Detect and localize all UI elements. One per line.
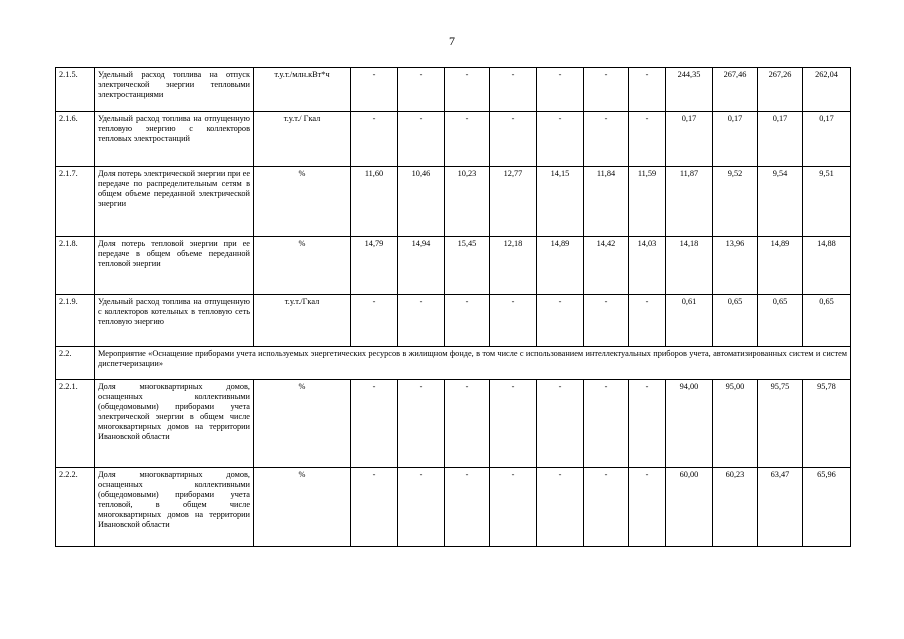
row-number: 2.1.9. <box>56 295 95 347</box>
value-cell: 12,77 <box>490 167 537 237</box>
indicator-name: Доля потерь электрической энергии при ее передаче по распределительным сетям в общем объеме переданной электрической энергии <box>95 167 254 237</box>
row-number: 2.1.8. <box>56 237 95 295</box>
value-cell: 9,52 <box>713 167 758 237</box>
value-cell: - <box>537 68 584 112</box>
value-cell: 95,75 <box>758 380 803 468</box>
value-cell: - <box>537 380 584 468</box>
value-cell: 11,87 <box>666 167 713 237</box>
value-cell: - <box>629 295 666 347</box>
value-cell: 95,78 <box>803 380 851 468</box>
value-cell: 13,96 <box>713 237 758 295</box>
value-cell: 14,88 <box>803 237 851 295</box>
unit-cell: % <box>254 167 351 237</box>
indicator-name: Удельный расход топлива на отпуск электрической энергии тепловыми электростанциями <box>95 68 254 112</box>
value-cell: 244,35 <box>666 68 713 112</box>
indicator-name: Доля многоквартирных домов, оснащенных коллективными (общедомовыми) приборами учета электрической энергии в общем числе многоквартирных домов на территории Ивановской области <box>95 380 254 468</box>
value-cell: 63,47 <box>758 468 803 547</box>
indicator-name: Удельный расход топлива на отпущенную тепловую энергию с коллекторов тепловых электростанций <box>95 112 254 167</box>
value-cell: 0,65 <box>803 295 851 347</box>
value-cell: - <box>629 380 666 468</box>
value-cell: - <box>445 468 490 547</box>
value-cell: 0,17 <box>666 112 713 167</box>
unit-cell: % <box>254 380 351 468</box>
unit-cell: % <box>254 468 351 547</box>
section-number: 2.2. <box>56 347 95 380</box>
value-cell: - <box>584 468 629 547</box>
value-cell: - <box>445 380 490 468</box>
value-cell: 0,17 <box>758 112 803 167</box>
value-cell: 11,84 <box>584 167 629 237</box>
value-cell: - <box>537 112 584 167</box>
value-cell: 262,04 <box>803 68 851 112</box>
value-cell: 9,54 <box>758 167 803 237</box>
value-cell: - <box>351 295 398 347</box>
value-cell: - <box>351 112 398 167</box>
value-cell: - <box>490 295 537 347</box>
indicator-name: Удельный расход топлива на отпущенную с коллекторов котельных в тепловую сеть тепловую энергию <box>95 295 254 347</box>
value-cell: 60,23 <box>713 468 758 547</box>
value-cell: - <box>398 468 445 547</box>
value-cell: 95,00 <box>713 380 758 468</box>
value-cell: 94,00 <box>666 380 713 468</box>
row-number: 2.1.6. <box>56 112 95 167</box>
value-cell: 14,89 <box>758 237 803 295</box>
value-cell: - <box>490 112 537 167</box>
value-cell: - <box>537 468 584 547</box>
value-cell: 11,59 <box>629 167 666 237</box>
value-cell: 10,23 <box>445 167 490 237</box>
table-row <box>56 167 851 237</box>
value-cell: - <box>351 380 398 468</box>
value-cell: - <box>584 295 629 347</box>
value-cell: - <box>629 68 666 112</box>
value-cell: - <box>445 295 490 347</box>
indicator-name: Доля многоквартирных домов, оснащенных коллективными (общедомовыми) приборами учета тепловой, в общем числе многоквартирных домов на территории Ивановской области <box>95 468 254 547</box>
row-number: 2.1.5. <box>56 68 95 112</box>
unit-cell: т.у.т./млн.кВт*ч <box>254 68 351 112</box>
value-cell: - <box>584 380 629 468</box>
value-cell: 14,79 <box>351 237 398 295</box>
value-cell: 267,26 <box>758 68 803 112</box>
value-cell: - <box>629 112 666 167</box>
value-cell: 14,15 <box>537 167 584 237</box>
value-cell: - <box>398 380 445 468</box>
value-cell: 0,65 <box>713 295 758 347</box>
table-row <box>56 380 851 468</box>
value-cell: 14,94 <box>398 237 445 295</box>
value-cell: - <box>398 112 445 167</box>
unit-cell: т.у.т./ Гкал <box>254 112 351 167</box>
value-cell: - <box>584 112 629 167</box>
value-cell: 9,51 <box>803 167 851 237</box>
table-row <box>56 468 851 547</box>
value-cell: 0,65 <box>758 295 803 347</box>
section-title: Мероприятие «Оснащение приборами учета используемых энергетических ресурсов в жилищном фонде, в том числе с использованием интеллектуальных приборов учета, автоматизированных систем и систем диспетчеризации» <box>95 347 851 380</box>
indicators-table <box>55 67 851 547</box>
value-cell: - <box>584 68 629 112</box>
table-row <box>56 237 851 295</box>
value-cell: - <box>537 295 584 347</box>
value-cell: 10,46 <box>398 167 445 237</box>
value-cell: - <box>490 68 537 112</box>
value-cell: - <box>445 112 490 167</box>
value-cell: - <box>351 68 398 112</box>
value-cell: - <box>445 68 490 112</box>
row-number: 2.2.1. <box>56 380 95 468</box>
value-cell: 0,61 <box>666 295 713 347</box>
row-number: 2.1.7. <box>56 167 95 237</box>
value-cell: 267,46 <box>713 68 758 112</box>
value-cell: 14,03 <box>629 237 666 295</box>
unit-cell: % <box>254 237 351 295</box>
value-cell: 0,17 <box>803 112 851 167</box>
value-cell: 11,60 <box>351 167 398 237</box>
value-cell: 14,89 <box>537 237 584 295</box>
value-cell: 15,45 <box>445 237 490 295</box>
value-cell: - <box>490 380 537 468</box>
value-cell: - <box>398 295 445 347</box>
table-row <box>56 295 851 347</box>
section-row <box>56 347 851 380</box>
value-cell: 65,96 <box>803 468 851 547</box>
value-cell: 12,18 <box>490 237 537 295</box>
indicator-name: Доля потерь тепловой энергии при ее передаче в общем объеме переданной тепловой энергии <box>95 237 254 295</box>
page-number: 7 <box>449 34 455 48</box>
value-cell: 0,17 <box>713 112 758 167</box>
table-row <box>56 68 851 112</box>
unit-cell: т.у.т./Гкал <box>254 295 351 347</box>
value-cell: - <box>629 468 666 547</box>
table-row <box>56 112 851 167</box>
value-cell: - <box>351 468 398 547</box>
value-cell: 60,00 <box>666 468 713 547</box>
value-cell: 14,18 <box>666 237 713 295</box>
value-cell: - <box>490 468 537 547</box>
value-cell: - <box>398 68 445 112</box>
row-number: 2.2.2. <box>56 468 95 547</box>
value-cell: 14,42 <box>584 237 629 295</box>
